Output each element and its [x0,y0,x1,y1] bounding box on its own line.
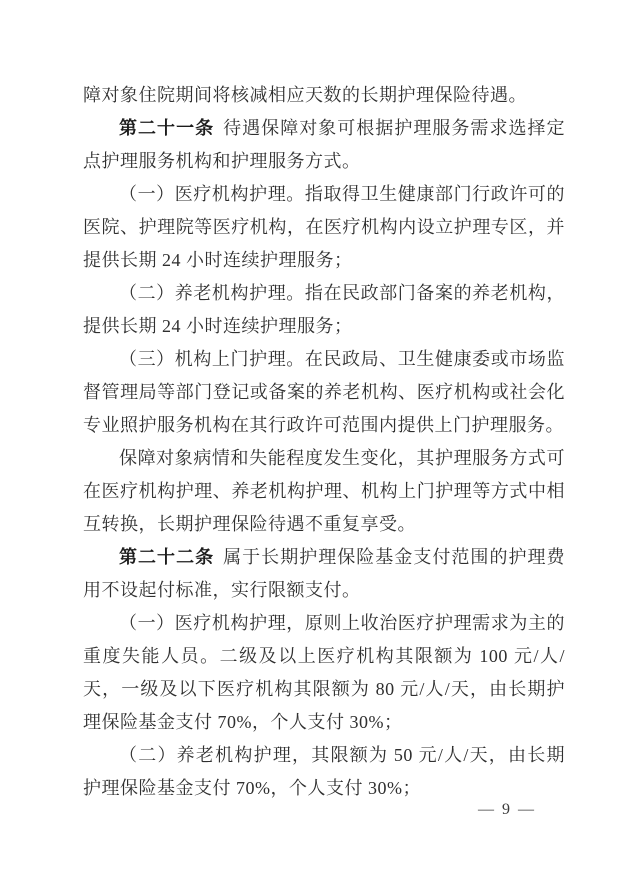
paragraph-text: （二）养老机构护理。指在民政部门备案的养老机构，提供长期 24 小时连续护理服务； [83,283,565,336]
article-lead: 第二十二条 [119,547,215,567]
paragraph-text: 待遇保障对象可根据护理服务需求选择定点护理服务机构和护理服务方式。 [83,118,566,171]
document-body [83,79,565,805]
paragraph [83,79,565,112]
paragraph-text: 保障对象病情和失能程度发生变化，其护理服务方式可在医疗机构护理、养老机构护理、机构上门护理等方式中相互转换，长期护理保险待遇不重复享受。 [83,448,565,534]
paragraph [83,343,565,442]
paragraph [83,541,565,607]
page-number: — 9 — [478,801,536,818]
paragraph [83,442,565,541]
paragraph [83,112,565,178]
paragraph-text: （一）医疗机构护理。指取得卫生健康部门行政许可的医院、护理院等医疗机构，在医疗机构内设立护理专区，并提供长期 24 小时连续护理服务； [83,184,565,270]
paragraph [83,178,565,277]
paragraph-text: （一）医疗机构护理，原则上收治医疗护理需求为主的重度失能人员。二级及以上医疗机构其限额为 100 元/人/天，一级及以下医疗机构其限额为 80 元/人/天，由长期护理保险基金支付 70%，个人支付 30%； [83,613,565,732]
paragraph-text: 障对象住院期间将核减相应天数的长期护理保险待遇。 [83,85,527,105]
paragraph-text: （三）机构上门护理。在民政局、卫生健康委或市场监督管理局等部门登记或备案的养老机构、医疗机构或社会化专业照护服务机构在其行政许可范围内提供上门护理服务。 [83,349,565,435]
paragraph [83,277,565,343]
paragraph-text: （二）养老机构护理，其限额为 50 元/人/天，由长期护理保险基金支付 70%，个人支付 30%； [83,745,565,798]
article-lead: 第二十一条 [119,118,215,138]
paragraph-text: 属于长期护理保险基金支付范围的护理费用不设起付标准，实行限额支付。 [83,547,566,600]
paragraph [83,607,565,739]
paragraph [83,739,565,805]
